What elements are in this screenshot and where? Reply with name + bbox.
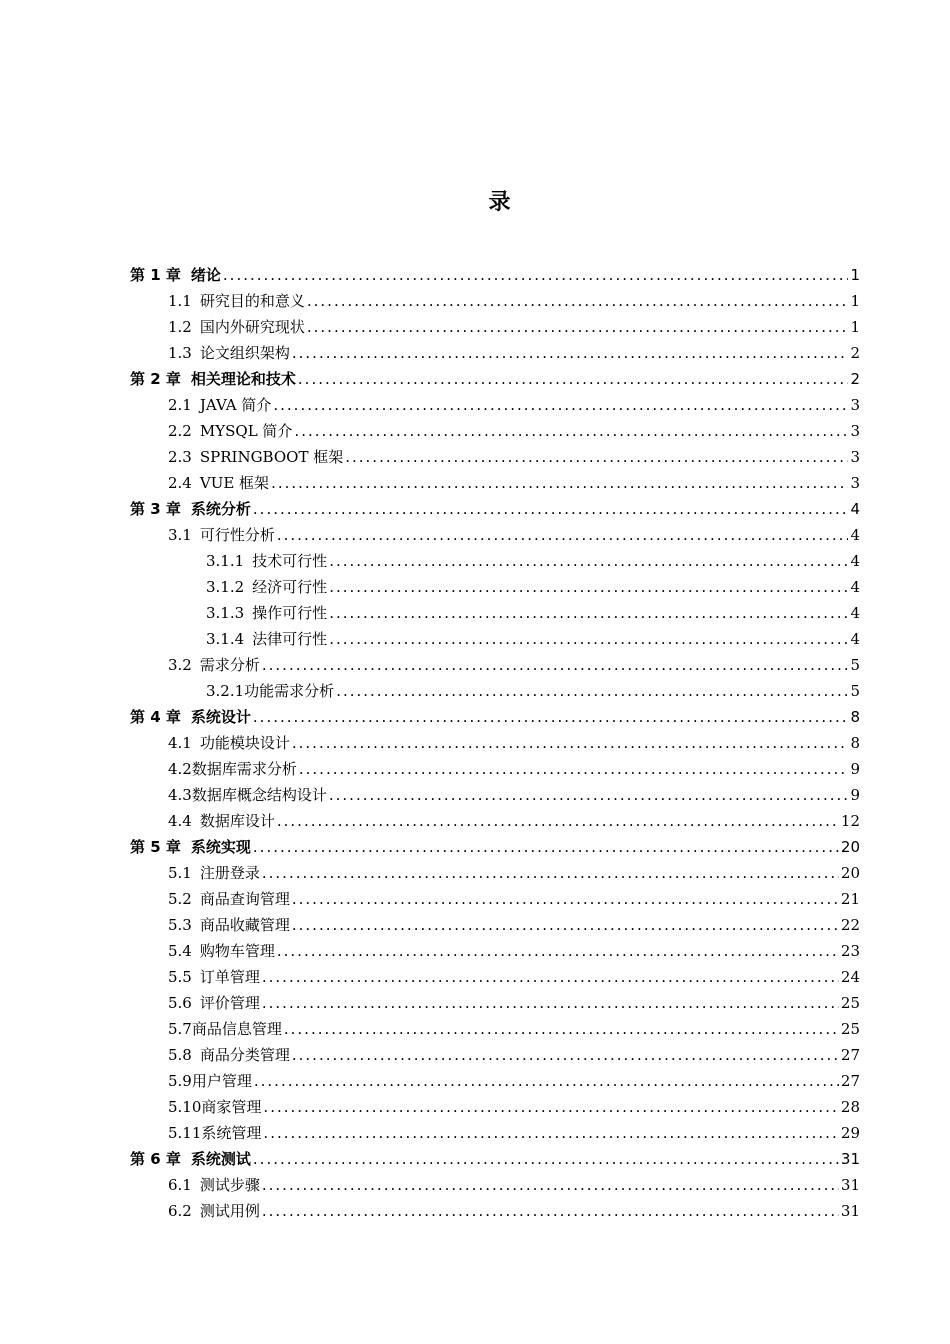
toc-dot-leader (307, 314, 849, 340)
toc-section-number: 3.1.1 (206, 552, 245, 570)
toc-section-number: 3.2 (168, 656, 192, 674)
toc-title: 功能模块设计 (199, 734, 290, 752)
toc-entry-2-2[interactable] (168, 418, 860, 444)
toc-title: 法律可行性 (252, 630, 328, 648)
toc-page-number: 4 (850, 604, 860, 622)
toc-title: 论文组织架构 (199, 344, 290, 362)
toc-page-number: 27 (840, 1072, 860, 1090)
toc-title: 数据库设计 (199, 812, 275, 830)
toc-entry-4-3[interactable] (168, 782, 860, 808)
toc-title: 评价管理 (199, 994, 260, 1012)
toc-entry-2-1[interactable] (168, 392, 860, 418)
toc-page-number: 4 (850, 526, 860, 544)
toc-page-number: 24 (840, 968, 860, 986)
toc-entry-5-10[interactable] (168, 1094, 860, 1120)
toc-page-number: 31 (840, 1202, 860, 1220)
toc-section-number: 5.7 (168, 1020, 192, 1038)
toc-dot-leader (292, 730, 849, 756)
toc-entry-chapter-4[interactable] (130, 704, 860, 730)
toc-entry-1-1[interactable] (168, 288, 860, 314)
toc-page-number: 3 (850, 396, 860, 414)
toc-title: SPRINGBOOT 框架 (199, 448, 344, 466)
toc-entry-6-2[interactable] (168, 1198, 860, 1224)
toc-dot-leader (277, 522, 849, 548)
toc-page-number: 3 (850, 474, 860, 492)
toc-page-number: 2 (850, 370, 860, 388)
toc-title: 系统实现 (190, 838, 251, 856)
toc-section-number: 5.4 (168, 942, 192, 960)
toc-entry-3-1-3[interactable] (206, 600, 860, 626)
toc-dot-leader (329, 600, 848, 626)
toc-page-number: 3 (850, 422, 860, 440)
toc-page-number: 5 (850, 656, 860, 674)
toc-entry-chapter-2[interactable] (130, 366, 860, 392)
toc-title: 研究目的和意义 (199, 292, 305, 310)
toc-page-number: 1 (850, 292, 860, 310)
toc-dot-leader (292, 340, 849, 366)
toc-dot-leader (292, 886, 839, 912)
toc-title: 系统设计 (190, 708, 251, 726)
toc-page-number: 1 (850, 318, 860, 336)
toc-section-number: 1.1 (168, 292, 192, 310)
toc-section-number: 5.2 (168, 890, 192, 908)
toc-entry-6-1[interactable] (168, 1172, 860, 1198)
toc-entry-4-1[interactable] (168, 730, 860, 756)
toc-section-number: 3.2.1 (206, 682, 245, 700)
toc-section-number: 5.5 (168, 968, 192, 986)
toc-title: 经济可行性 (252, 578, 328, 596)
toc-section-number: 1.3 (168, 344, 192, 362)
toc-dot-leader (336, 678, 848, 704)
toc-title: 操作可行性 (252, 604, 328, 622)
toc-section-number: 2.2 (168, 422, 192, 440)
toc-page-number: 20 (840, 838, 860, 856)
toc-dot-leader (263, 1120, 838, 1146)
toc-entry-2-3[interactable] (168, 444, 860, 470)
toc-page-number: 31 (840, 1176, 860, 1194)
toc-title: 系统测试 (190, 1150, 251, 1168)
toc-entry-5-3[interactable] (168, 912, 860, 938)
toc-page-number: 25 (840, 1020, 860, 1038)
toc-dot-leader (292, 1042, 839, 1068)
toc-page-number: 5 (850, 682, 860, 700)
toc-section-number: 2.1 (168, 396, 192, 414)
toc-entry-4-4[interactable] (168, 808, 860, 834)
toc-entry-1-3[interactable] (168, 340, 860, 366)
toc-dot-leader (307, 288, 849, 314)
toc-page-number: 21 (840, 890, 860, 908)
toc-page-number: 28 (840, 1098, 860, 1116)
toc-dot-leader (223, 262, 849, 288)
toc-dot-leader (253, 704, 849, 730)
toc-dot-leader (329, 548, 848, 574)
toc-dot-leader (253, 496, 849, 522)
toc-page-number: 8 (850, 708, 860, 726)
toc-entry-chapter-5[interactable] (130, 834, 860, 860)
toc-page-number: 4 (850, 552, 860, 570)
toc-title: 系统分析 (190, 500, 251, 518)
toc-title: 用户管理 (191, 1072, 252, 1090)
toc-dot-leader (277, 808, 839, 834)
toc-entry-3-1-4[interactable] (206, 626, 860, 652)
toc-chapter-number: 第 4 章 (130, 708, 181, 726)
toc-section-number: 1.2 (168, 318, 192, 336)
toc-section-number: 5.6 (168, 994, 192, 1012)
toc-entry-5-1[interactable] (168, 860, 860, 886)
toc-chapter-number: 第 2 章 (130, 370, 181, 388)
toc-section-number: 2.3 (168, 448, 192, 466)
toc-title: 绪论 (190, 266, 221, 284)
toc-dot-leader (262, 1172, 839, 1198)
toc-dot-leader (254, 1068, 839, 1094)
toc-page-number: 31 (840, 1150, 860, 1168)
toc-section-number: 6.1 (168, 1176, 192, 1194)
toc-dot-leader (292, 912, 839, 938)
toc-chapter-number: 第 1 章 (130, 266, 181, 284)
toc-page-number: 20 (840, 864, 860, 882)
toc-entry-5-11[interactable] (168, 1120, 860, 1146)
toc-title: JAVA 简介 (199, 396, 272, 414)
toc-dot-leader (262, 990, 839, 1016)
toc-dot-leader (262, 860, 839, 886)
toc-page-number: 12 (840, 812, 860, 830)
toc-section-number: 5.3 (168, 916, 192, 934)
toc-title: 测试用例 (199, 1202, 260, 1220)
toc-dot-leader (298, 366, 849, 392)
toc-chapter-number: 第 3 章 (130, 500, 181, 518)
toc-chapter-number: 第 6 章 (130, 1150, 181, 1168)
toc-title: 数据库需求分析 (191, 760, 297, 778)
toc-dot-leader (299, 756, 849, 782)
toc-page-number: 1 (850, 266, 860, 284)
toc-dot-leader (284, 1016, 839, 1042)
page-title: 录 (488, 190, 512, 215)
toc-dot-leader (329, 626, 848, 652)
toc-section-number: 4.1 (168, 734, 192, 752)
toc-title: 商品分类管理 (199, 1046, 290, 1064)
toc-title: 技术可行性 (252, 552, 328, 570)
toc-page-number: 2 (850, 344, 860, 362)
toc-page-number: 29 (840, 1124, 860, 1142)
toc-title: 订单管理 (199, 968, 260, 986)
toc-title: MYSQL 简介 (199, 422, 293, 440)
toc-entry-5-7[interactable] (168, 1016, 860, 1042)
toc-section-number: 5.9 (168, 1072, 192, 1090)
toc-section-number: 2.4 (168, 474, 192, 492)
toc-section-number: 5.1 (168, 864, 192, 882)
toc-entry-chapter-1[interactable] (130, 262, 860, 288)
toc-entry-5-5[interactable] (168, 964, 860, 990)
toc-entry-chapter-6[interactable] (130, 1146, 860, 1172)
toc-entry-3-1-2[interactable] (206, 574, 860, 600)
toc-entry-5-4[interactable] (168, 938, 860, 964)
toc-title: 系统管理 (201, 1124, 262, 1142)
toc-title: VUE 框架 (199, 474, 270, 492)
toc-title: 购物车管理 (199, 942, 275, 960)
toc-dot-leader (329, 574, 848, 600)
toc-page-number: 3 (850, 448, 860, 466)
toc-dot-leader (277, 938, 839, 964)
toc-page-number: 22 (840, 916, 860, 934)
toc-title: 相关理论和技术 (190, 370, 296, 388)
toc-title: 功能需求分析 (244, 682, 335, 700)
toc-entry-4-2[interactable] (168, 756, 860, 782)
toc-title: 数据库概念结构设计 (191, 786, 327, 804)
toc-dot-leader (262, 964, 839, 990)
toc-section-number: 3.1 (168, 526, 192, 544)
toc-entry-5-6[interactable] (168, 990, 860, 1016)
toc-dot-leader (263, 1094, 838, 1120)
toc-page-number: 27 (840, 1046, 860, 1064)
toc-page-number: 4 (850, 500, 860, 518)
toc-entry-2-4[interactable] (168, 470, 860, 496)
toc-title: 商品收藏管理 (199, 916, 290, 934)
toc-dot-leader (273, 392, 848, 418)
toc-entry-1-2[interactable] (168, 314, 860, 340)
toc-section-number: 5.8 (168, 1046, 192, 1064)
toc-entry-5-2[interactable] (168, 886, 860, 912)
toc-entry-chapter-3[interactable] (130, 496, 860, 522)
toc-dot-leader (345, 444, 848, 470)
toc-title: 商家管理 (201, 1098, 262, 1116)
toc-dot-leader (294, 418, 848, 444)
toc-title: 国内外研究现状 (199, 318, 305, 336)
toc-entry-3-1-1[interactable] (206, 548, 860, 574)
toc-page-number: 25 (840, 994, 860, 1012)
toc-page-number: 4 (850, 578, 860, 596)
toc-page-number: 9 (850, 760, 860, 778)
toc-section-number: 3.1.3 (206, 604, 245, 622)
toc-section-number: 4.3 (168, 786, 192, 804)
toc-page-number: 9 (850, 786, 860, 804)
toc-entry-3-2-1[interactable] (206, 678, 860, 704)
toc-section-number: 3.1.4 (206, 630, 245, 648)
toc-title: 商品查询管理 (199, 890, 290, 908)
toc-chapter-number: 第 5 章 (130, 838, 181, 856)
toc-title: 需求分析 (199, 656, 260, 674)
toc-section-number: 5.10 (168, 1098, 202, 1116)
toc-entry-5-8[interactable] (168, 1042, 860, 1068)
toc-dot-leader (329, 782, 849, 808)
toc-section-number: 3.1.2 (206, 578, 245, 596)
toc-dot-leader (262, 652, 849, 678)
toc-section-number: 6.2 (168, 1202, 192, 1220)
toc-dot-leader (262, 1198, 839, 1224)
toc-title: 注册登录 (199, 864, 260, 882)
toc-page-number: 4 (850, 630, 860, 648)
toc-page-number: 23 (840, 942, 860, 960)
toc-section-number: 5.11 (168, 1124, 202, 1142)
toc-dot-leader (253, 1146, 839, 1172)
toc-title: 测试步骤 (199, 1176, 260, 1194)
toc-dot-leader (253, 834, 839, 860)
toc-entry-3-2[interactable] (168, 652, 860, 678)
toc-title: 可行性分析 (199, 526, 275, 544)
toc-dot-leader (271, 470, 848, 496)
toc-section-number: 4.4 (168, 812, 192, 830)
toc-title: 商品信息管理 (191, 1020, 282, 1038)
toc-section-number: 4.2 (168, 760, 192, 778)
toc-page-number: 8 (850, 734, 860, 752)
toc-entry-5-9[interactable] (168, 1068, 860, 1094)
toc-entry-3-1[interactable] (168, 522, 860, 548)
